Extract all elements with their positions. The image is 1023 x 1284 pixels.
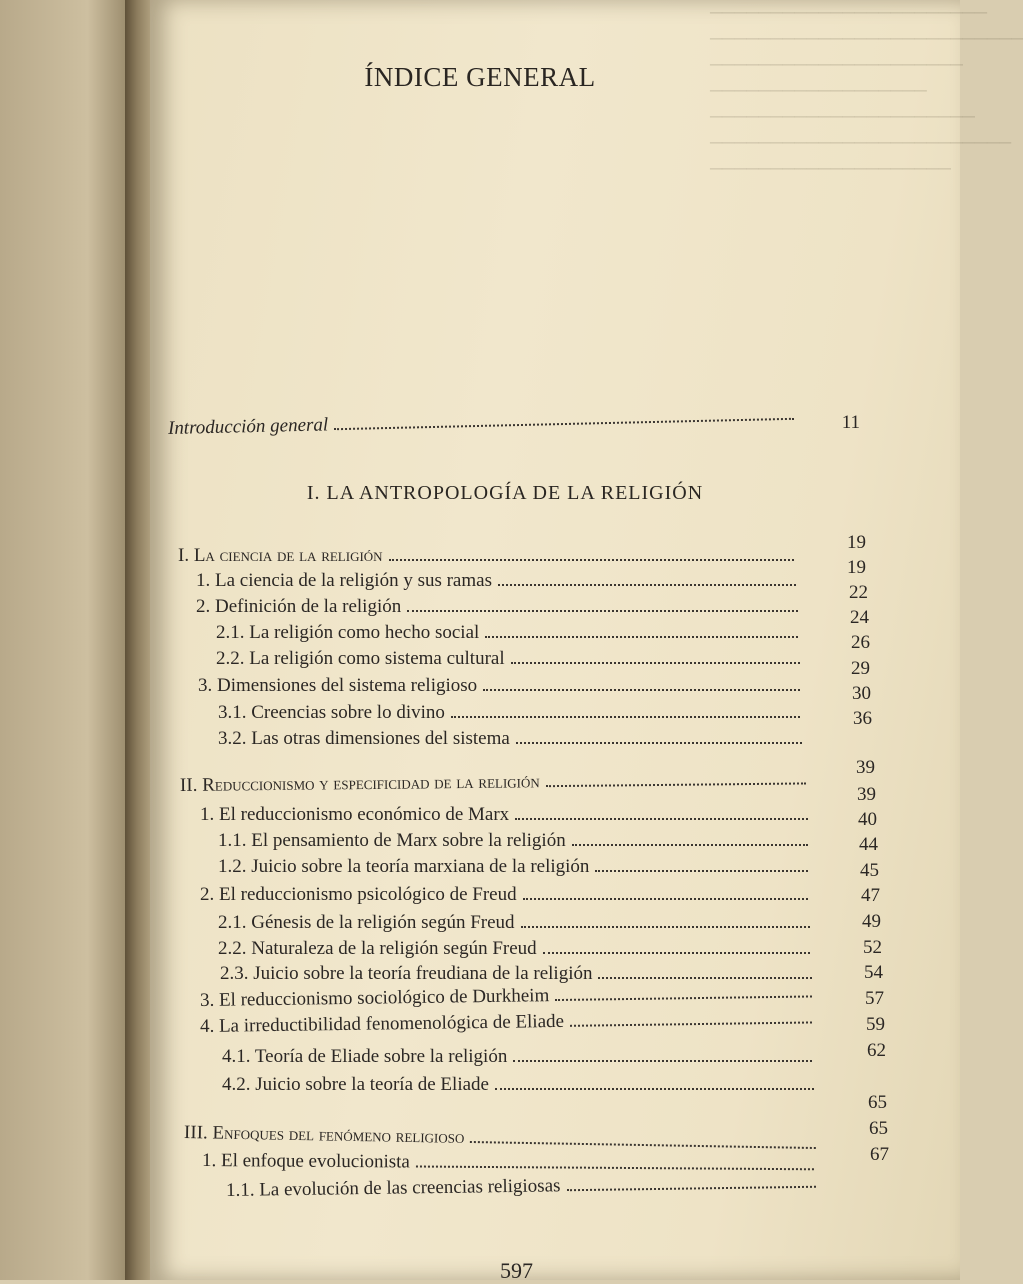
toc-entry (218, 912, 814, 934)
dot-leader (334, 418, 794, 430)
toc-entry-label: 2.1. La religión como hecho social (216, 622, 480, 643)
toc-entry-label: 3. El reduccionismo sociológico de Durkheim (199, 985, 550, 1011)
toc-entry-label: 4.1. Teoría de Eliade sobre la religión (222, 1046, 508, 1067)
toc-entry (226, 1172, 820, 1202)
toc-entry-label: 3.1. Creencias sobre lo divino (218, 702, 445, 723)
toc-entry (200, 981, 816, 1012)
dot-leader (485, 636, 798, 638)
toc-entry (200, 1007, 816, 1038)
toc-page-number: 62 (867, 1040, 886, 1061)
toc-entry (200, 884, 812, 906)
toc-entry (222, 1074, 818, 1096)
toc-page-number: 67 (870, 1144, 889, 1165)
toc-entry-label: 2. El reduccionismo psicológico de Freud (200, 884, 517, 905)
toc-entry-label: 2.3. Juicio sobre la teoría freudiana de la religión (220, 963, 593, 984)
toc-page-number: 59 (866, 1014, 885, 1035)
toc-page-number: 65 (868, 1092, 887, 1113)
toc-entry (200, 804, 812, 826)
dot-leader (389, 559, 794, 561)
toc-entry-label: 1. El reduccionismo económico de Marx (200, 804, 510, 825)
toc-entry-label: 1.1. El pensamiento de Marx sobre la religión (218, 830, 566, 851)
toc-entry (216, 622, 802, 644)
dot-leader (513, 1060, 812, 1062)
toc-entry-label: 2.2. Naturaleza de la religión según Freud (218, 938, 537, 959)
toc-page-number: 57 (865, 988, 884, 1009)
dot-leader (470, 1141, 816, 1149)
dot-leader (521, 926, 810, 928)
toc-page-number: 44 (859, 834, 878, 855)
toc-entry-label: 1. La ciencia de la religión y sus ramas (196, 570, 492, 591)
toc-entry (198, 675, 804, 697)
part-title: I. LA ANTROPOLOGÍA DE LA RELIGIÓN (306, 482, 704, 504)
toc-entry (218, 938, 814, 960)
toc-entry-label: Introducción general (167, 414, 329, 439)
dot-leader (523, 898, 808, 900)
toc-entry-label: 4.2. Juicio sobre la teoría de Eliade (222, 1074, 489, 1095)
dot-leader (407, 610, 798, 612)
toc-entry-label: 1. El enfoque evolucionista (201, 1150, 410, 1173)
dot-leader (511, 662, 800, 664)
dot-leader (416, 1165, 814, 1170)
toc-entry-label: 3.2. Las otras dimensiones del sistema (218, 728, 510, 749)
dot-leader (495, 1088, 814, 1090)
dot-leader (543, 952, 810, 954)
toc-page-number: 54 (864, 962, 883, 983)
toc-entry (196, 596, 802, 618)
toc-entry-label: 2.1. Génesis de la religión según Freud (218, 912, 515, 933)
dot-leader (483, 689, 800, 691)
dot-leader (572, 844, 808, 846)
toc-entry-label: I. La ciencia de la religión (178, 545, 383, 566)
toc-entry-label: 2. Definición de la religión (196, 596, 402, 617)
toc-entry-label: 4. La irreductibilidad fenomenológica de Eliade (199, 1010, 565, 1037)
toc-entry (196, 570, 800, 592)
toc-entry (218, 702, 804, 724)
dot-leader (498, 584, 796, 586)
toc-page-number: 40 (858, 809, 877, 830)
dot-leader (546, 782, 806, 787)
toc-entry-label: III. Enfoques del fenómeno religioso (183, 1122, 465, 1148)
toc-entry (218, 830, 812, 852)
toc-entry-label: 1.1. La evolución de las creencias religiosas (225, 1175, 561, 1201)
toc-page-number: 19 (847, 532, 866, 553)
toc-page-number: 45 (860, 860, 879, 881)
toc-page-number: 22 (849, 582, 868, 603)
toc-entry (222, 1046, 816, 1068)
toc-page-number: 26 (851, 632, 870, 653)
toc-page-number: 11 (841, 412, 860, 433)
toc-page-number: 36 (853, 708, 872, 729)
toc-page-number: 24 (850, 607, 869, 628)
toc-entry-label: II. Reduccionismo y especificidad de la religión (179, 771, 540, 796)
toc-entry (180, 768, 810, 797)
page-number-footer: 597 (500, 1258, 533, 1283)
toc-entry (178, 545, 798, 567)
dot-leader (555, 995, 812, 1001)
toc-page-number: 29 (851, 658, 870, 679)
toc-page-number: 47 (861, 885, 880, 906)
toc-page-number: 19 (847, 557, 866, 578)
dot-leader (451, 716, 800, 718)
toc-page-number: 52 (863, 937, 882, 958)
toc-page-number: 30 (852, 683, 871, 704)
toc-entry (218, 856, 812, 878)
toc-page-number: 39 (857, 784, 876, 805)
dot-leader (598, 977, 812, 979)
bleed-through-text: ─────────────────────── ────────────────────────── ───────────────────── ────────────────── ────────────────────── ───────────────────────── ──────────────────── (710, 3, 1023, 178)
toc-entry (216, 648, 804, 670)
toc-entry-label: 3. Dimensiones del sistema religioso (198, 675, 478, 696)
toc-entry (218, 728, 806, 750)
toc-page-number: 39 (856, 757, 875, 778)
dot-leader (595, 870, 808, 872)
toc-entry-intro (168, 404, 798, 440)
toc-page-number: 65 (869, 1118, 888, 1139)
dot-leader (570, 1021, 812, 1026)
toc-entry-label: 1.2. Juicio sobre la teoría marxiana de la religión (218, 856, 590, 877)
dot-leader (567, 1186, 817, 1191)
dot-leader (515, 818, 808, 820)
toc-page-number: 49 (862, 911, 881, 932)
toc-entry-label: 2.2. La religión como sistema cultural (216, 648, 505, 669)
page-title: ÍNDICE GENERAL (364, 62, 596, 92)
dot-leader (516, 742, 802, 744)
